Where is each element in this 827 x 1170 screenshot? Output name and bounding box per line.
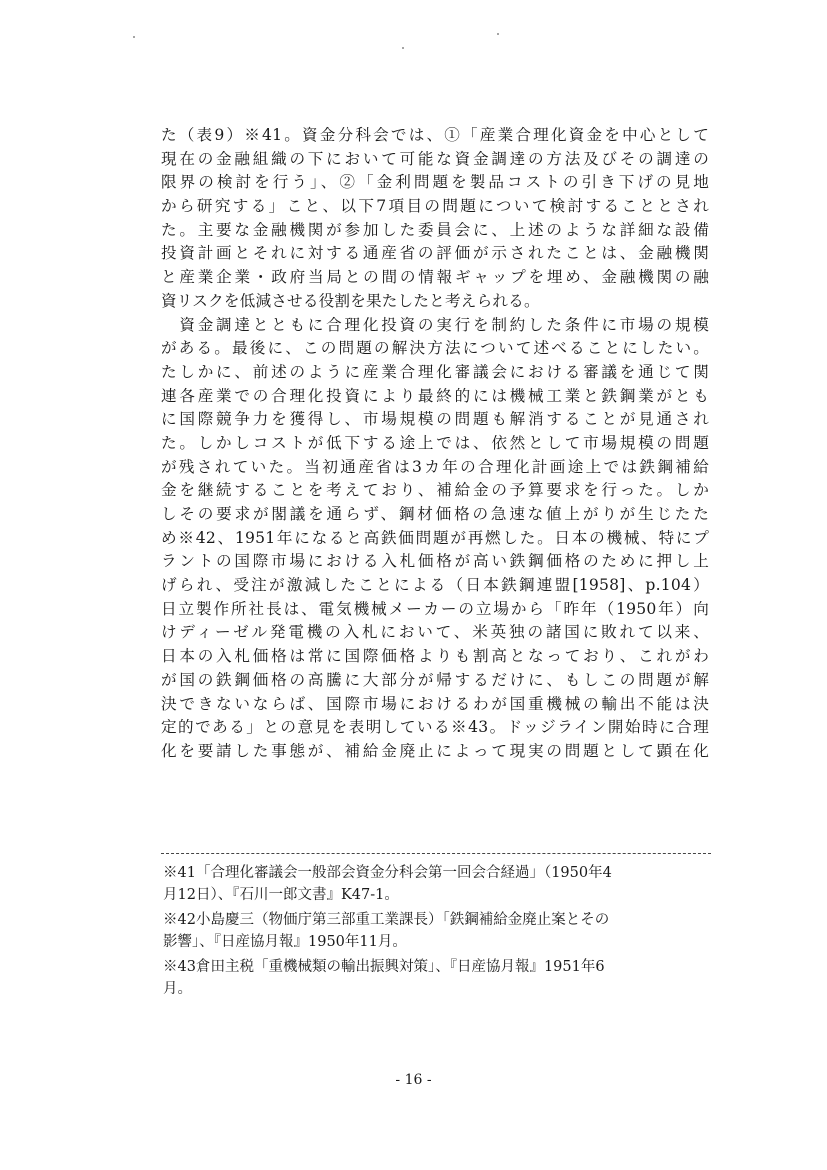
footnote-separator <box>161 853 711 854</box>
body-line: 投資計画とそれに対する通産省の評価が示されたことは、金融機関 <box>161 244 709 263</box>
footnote-43-line: 月。 <box>163 981 192 997</box>
body-line: がある。最後に、この問題の解決方法について述べることにしたい。 <box>161 339 709 358</box>
footnote-41-line: 月12日）、『石川一郎文書』K47-1。 <box>163 887 399 903</box>
body-line: 資金調達とともに合理化投資の実行を制約した条件に市場の規模 <box>161 315 709 334</box>
body-line: ラントの国際市場における入札価格が高い鉄鋼価格のために押し上 <box>161 552 709 571</box>
body-line: た。主要な金融機関が参加した委員会に、上述のような詳細な設備 <box>161 220 709 239</box>
body-line: と産業企業・政府当局との間の情報ギャップを埋め、金融機関の融 <box>161 268 709 287</box>
page-number: - 16 - <box>395 1072 432 1088</box>
body-line: が国の鉄鋼価格の高騰に大部分が帰するだけに、もしこの問題が解 <box>161 670 709 689</box>
body-line: 資リスクを低減させる役割を果たしたと考えられる。 <box>161 291 540 310</box>
footnotes <box>163 862 723 1000</box>
body-line: 現在の金融組織の下において可能な資金調達の方法及びその調達の <box>161 149 709 168</box>
body-line: から研究する」こと、以下7項目の問題について検討することとされ <box>161 197 709 216</box>
body-line: けディーゼル発電機の入札において、米英独の諸国に敗れて以来、 <box>161 623 709 642</box>
body-text <box>161 124 709 764</box>
body-line: に国際競争力を獲得し、市場規模の問題も解消することが見通され <box>161 410 709 429</box>
footnote-43-line: ※43倉田主税「重機械類の輸出振興対策」、『日産協月報』1951年6 <box>163 959 605 975</box>
body-line: が残されていた。当初通産省は3カ年の合理化計画途上では鉄鋼補給 <box>161 457 709 476</box>
scan-speck <box>497 33 499 35</box>
scan-speck <box>402 47 404 49</box>
footnote-42-line: 影響」、『日産協月報』1950年11月。 <box>163 934 407 950</box>
body-line: 日本の入札価格は常に国際価格よりも割高となっており、これがわ <box>161 647 709 666</box>
body-line: 限界の検討を行う」、②「金利問題を製品コストの引き下げの見地 <box>161 173 709 192</box>
body-line: た（表9）※41。資金分科会では、①「産業合理化資金を中心として <box>161 126 709 144</box>
body-line: た。しかしコストが低下する途上では、依然として市場規模の問題 <box>161 433 709 452</box>
footnote-42-line: ※42小島慶三（物価庁第三部重工業課長）「鉄鋼補給金廃止案とその <box>163 912 610 928</box>
body-line: たしかに、前述のように産業合理化審議会における審議を通じて関 <box>161 362 709 381</box>
body-line: 日立製作所社長は、電気機械メーカーの立場から「昨年（1950年）向 <box>161 599 709 618</box>
scan-speck <box>133 36 135 38</box>
body-line: 定的である」との意見を表明している※43。ドッジライン開始時に合理 <box>161 718 709 737</box>
body-line: 金を継続することを考えており、補給金の予算要求を行った。しか <box>161 481 709 500</box>
body-line: 決できないならば、国際市場におけるわが国重機械の輸出不能は決 <box>161 694 709 713</box>
body-line: げられ、受注が激減したことによる（日本鉄鋼連盟[1958]、p.104） <box>161 576 709 595</box>
body-line: 連各産業での合理化投資により最終的には機械工業と鉄鋼業がとも <box>161 386 709 405</box>
body-line: しその要求が閣議を通らず、鋼材価格の急速な値上がりが生じたた <box>161 505 709 523</box>
body-line: 化を要請した事態が、補給金廃止によって現実の問題として顕在化 <box>161 741 709 760</box>
footnote-41-line: ※41「合理化審議会一般部会資金分科会第一回会合経過」（1950年4 <box>163 865 612 881</box>
body-line: め※42、1951年になると高鉄価問題が再燃した。日本の機械、特にプ <box>161 528 709 547</box>
